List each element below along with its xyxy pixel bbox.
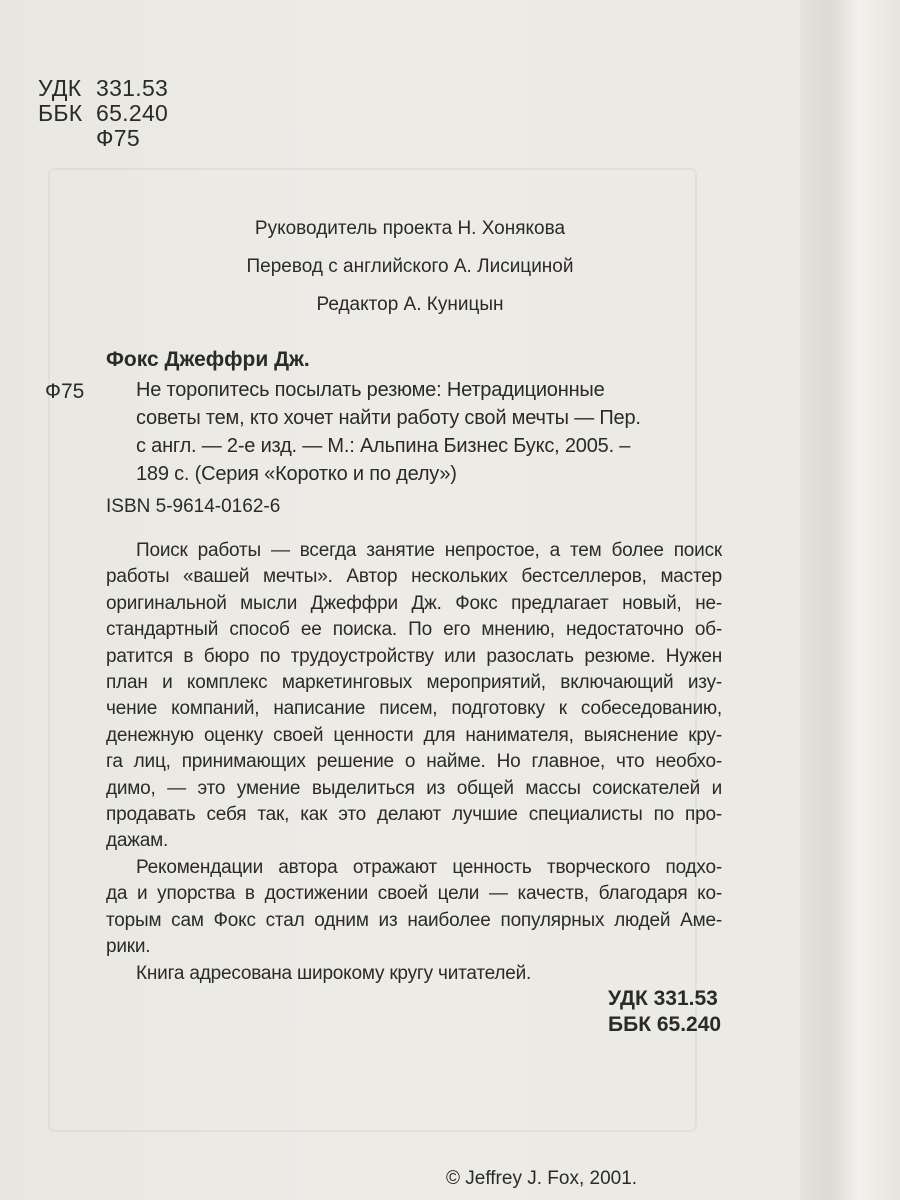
editor-credit: Редактор А. Куницын [316, 294, 504, 315]
annotation-line: да и упорства в достижении своей цели — качеств, благодаря ко- [106, 883, 722, 905]
annotation-line: торым сам Фокс стал одним из наиболее популярных людей Аме- [106, 909, 722, 931]
classification-bottom [608, 986, 721, 1038]
udk-row [38, 76, 168, 101]
annotation-line: дажам. [106, 830, 169, 852]
annotation-line: денежную оценку своей ценности для нанимателя, выяснение кру- [106, 724, 722, 746]
bbk-label: ББК [38, 100, 83, 126]
udk-bottom: УДК 331.53 [608, 987, 718, 1010]
catalog-author: Фокс Джеффри Дж. [106, 348, 310, 371]
annotation-line: оригинальной мысли Джеффри Дж. Фокс предлагает новый, не- [106, 592, 722, 614]
classification-block [38, 76, 168, 151]
title-line: Не торопитесь посылать резюме: Нетрадиционные [136, 379, 605, 401]
annotation [106, 538, 722, 987]
author-mark: Ф75 [96, 125, 140, 151]
annotation-line: работы «вашей мечты». Автор нескольких бестселлеров, мастер [106, 566, 722, 588]
udk-value: 331.53 [96, 75, 169, 101]
annotation-line: план и комплекс маркетинговых мероприятий, включающий изу- [106, 672, 722, 694]
catalog-title [136, 376, 714, 488]
title-line: советы тем, кто хочет найти работу свой мечты — Пер. [136, 407, 641, 429]
translation-credit: Перевод с английского А. Лисициной [246, 256, 574, 277]
next-page-edge [800, 0, 900, 1200]
bbk-bottom: ББК 65.240 [608, 1013, 722, 1036]
title-line: с англ. — 2-е изд. — М.: Альпина Бизнес Букс, 2005. – [136, 435, 631, 457]
annotation-line: га лиц, принимающих решение о найме. Но главное, что необхо- [106, 751, 722, 773]
annotation-line: продавать себя так, как это делают лучшие специалисты по про- [106, 804, 722, 826]
annotation-line: рики. [106, 936, 151, 958]
isbn: ISBN 5-9614-0162-6 [106, 496, 281, 517]
annotation-line: Поиск работы — всегда занятие непростое, а тем более поиск [136, 540, 722, 561]
annotation-line: стандартный способ ее поиска. По его мнению, недостаточно об- [106, 619, 722, 641]
annotation-line: ратится в бюро по трудоустройству или разослать резюме. Нужен [106, 645, 722, 667]
copyright: © Jeffrey J. Fox, 2001. [446, 1168, 638, 1189]
annotation-line: Книга адресована широкому кругу читателей. [136, 962, 532, 984]
bbk-value: 65.240 [96, 100, 169, 126]
title-line: 189 с. (Серия «Коротко и по делу») [136, 463, 457, 485]
project-lead: Руководитель проекта Н. Хонякова [254, 218, 566, 239]
catalog-code: Ф75 [45, 380, 85, 403]
udk-label: УДК [38, 75, 82, 101]
author-mark-row [38, 126, 168, 151]
bbk-row [38, 101, 168, 126]
annotation-line: Рекомендации автора отражают ценность творческого подхо- [136, 856, 722, 878]
credits-block [180, 210, 640, 324]
annotation-line: димо, — это умение выделиться из общей массы соискателей и [106, 777, 722, 799]
annotation-line: чение компаний, написание писем, подготовку к собеседованию, [106, 698, 722, 720]
